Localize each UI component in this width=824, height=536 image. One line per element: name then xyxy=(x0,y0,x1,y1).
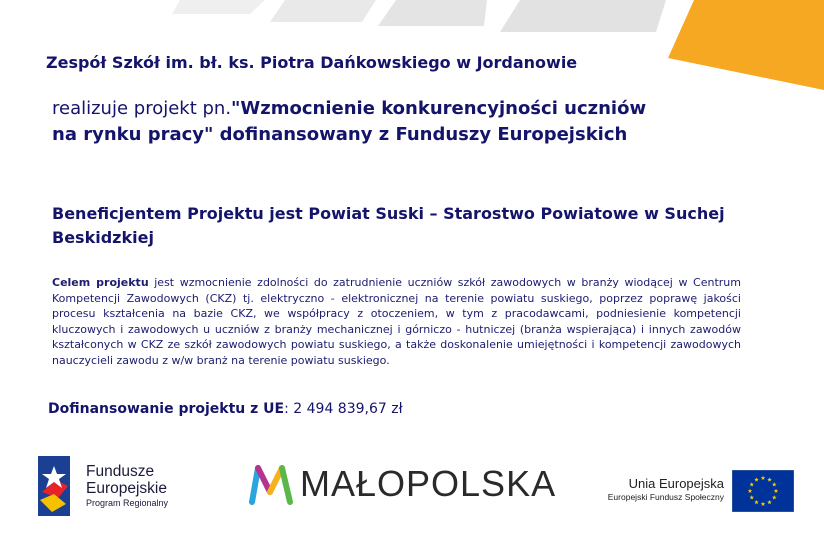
goal-text: jest wzmocnienie zdolności do zatrudnienie uczniów szkół zawodowych w branży wiodącej w Centrum Kompetencji Zawodowych (CKZ) tj. elektryczno - elektronicznej na terenie powiatu suskiego, poprzez poprawę jakości procesu kształcenia na bazie CKZ, we współpracy z otoczeniem, w tym z pracodawcami, podniesienie kompetencji kluczowych i zawodowych u uczniów z branży mechanicznej i górniczo - hutniczej (branża wspierająca) i innych zawodów kształconych w CKZ ze szkół zawodowych powiatu suskiego, a także doskonalenie umiejętności i kompetencji zawodowych nauczycieli zawodu z w/w branż na terenie powiatu suskiego. xyxy=(52,276,741,367)
malopolska-m-icon xyxy=(248,462,294,506)
logo-unia-europejska xyxy=(596,470,796,514)
funding-amount xyxy=(48,401,403,417)
logo-fundusze-europejskie xyxy=(38,456,188,518)
project-name: "Wzmocnienie konkurencyjności uczniów na rynku pracy" dofinansowany z Funduszy Europejskich xyxy=(52,98,647,145)
funding-label: Dofinansowanie projektu z UE xyxy=(48,401,285,417)
malopolska-wordmark: MAŁOPOLSKA xyxy=(300,463,557,504)
eu-text xyxy=(596,476,724,503)
fe-line2: Europejskie xyxy=(86,480,167,497)
header-decoration xyxy=(0,0,824,90)
goal-lead: Celem projektu xyxy=(52,276,149,289)
project-statement xyxy=(52,96,652,148)
deco-gray-block-2 xyxy=(270,0,376,22)
fundusze-europejskie-text xyxy=(86,463,168,509)
deco-orange-block xyxy=(668,0,824,90)
beneficiary-statement: Beneficjentem Projektu jest Powiat Suski – Starostwo Powiatowe w Suchej Beskidzkiej xyxy=(52,204,725,247)
project-intro: realizuje projekt pn. xyxy=(52,98,232,119)
fundusze-europejskie-star-icon xyxy=(38,456,74,518)
eu-line1: Unia Europejska xyxy=(628,476,724,491)
logo-malopolska xyxy=(248,462,557,508)
eu-flag-icon xyxy=(732,470,794,512)
deco-gray-block-3 xyxy=(378,0,487,26)
deco-gray-block-1 xyxy=(172,0,265,14)
eu-line2: Europejski Fundusz Społeczny xyxy=(607,492,724,502)
fe-line3: Program Regionalny xyxy=(86,498,169,508)
school-name: Zespół Szkół im. bł. ks. Piotra Dańkowskiego w Jordanowie xyxy=(46,53,578,72)
funding-value: : 2 494 839,67 zł xyxy=(284,401,403,417)
deco-gray-block-4 xyxy=(500,0,666,32)
project-goal xyxy=(52,275,741,369)
fe-line1: Fundusze xyxy=(86,463,155,480)
